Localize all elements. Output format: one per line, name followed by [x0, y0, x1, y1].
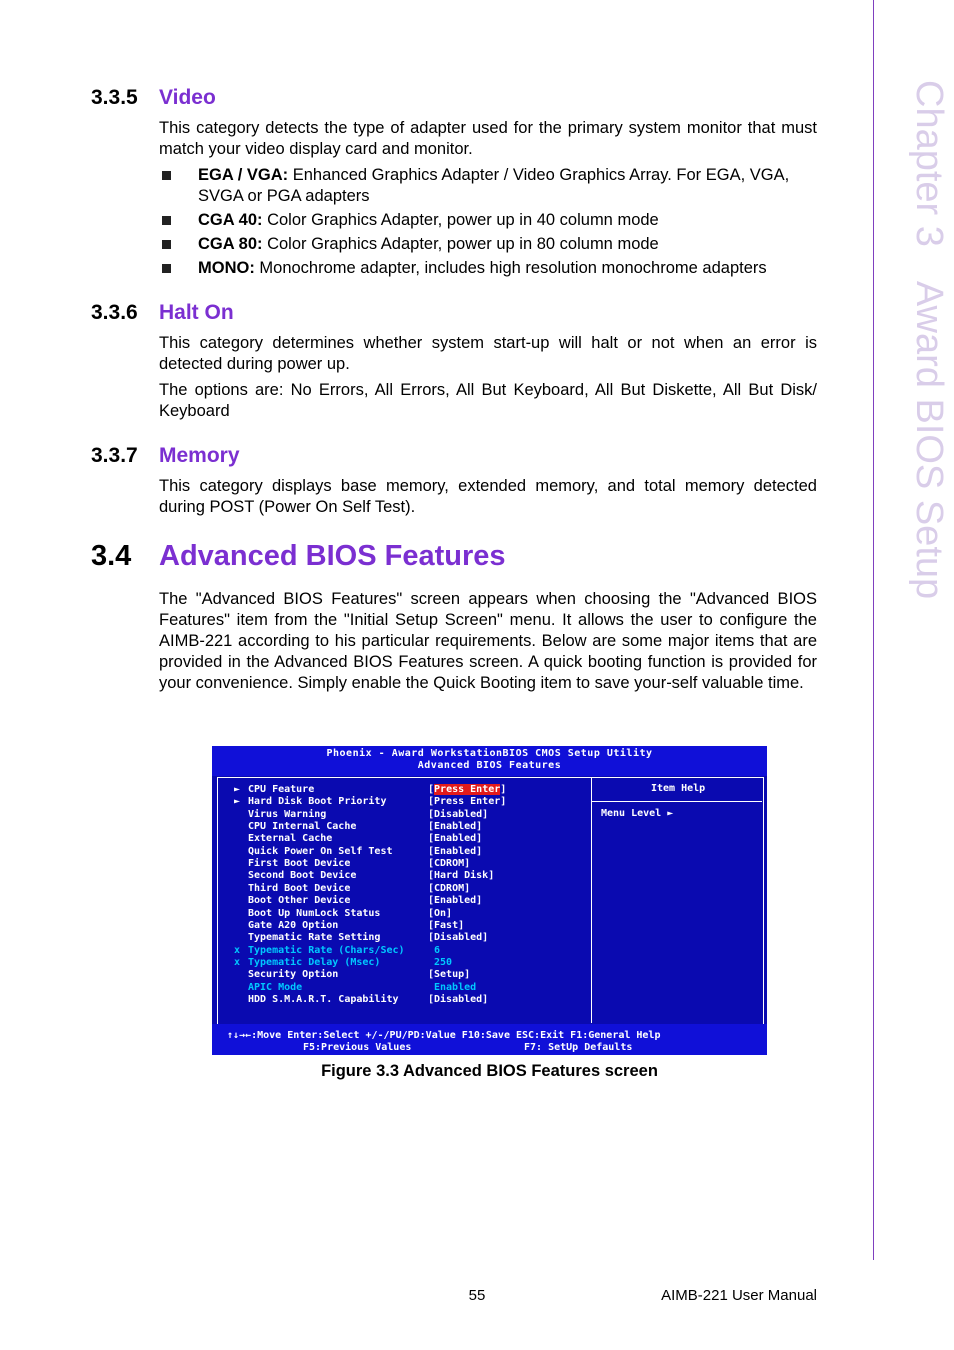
setting-label: Third Boot Device — [248, 882, 351, 894]
section-title: Video — [159, 86, 216, 109]
setting-label: Boot Other Device — [248, 895, 351, 907]
setting-label: Virus Warning — [248, 808, 327, 820]
halt-on-options: The options are: No Errors, All Errors, All But Keyboard, All But Diskette, All But Disk/ Keyboard — [159, 381, 817, 420]
list-item — [159, 258, 817, 279]
option-desc: Monochrome adapter, includes high resolution monochrome adapters — [254, 259, 767, 277]
key-legend-setup-defaults: F7: SetUp Defaults — [524, 1042, 633, 1053]
page-number: 55 — [468, 1287, 486, 1304]
section-heading-video — [91, 86, 216, 110]
setting-label: Security Option — [248, 969, 339, 981]
row-marker: x — [234, 956, 241, 968]
setting-value[interactable]: [Enabled] — [428, 845, 483, 857]
option-term: CGA 40: — [198, 211, 263, 229]
bios-menu-level: Menu Level ► — [601, 808, 674, 819]
submenu-arrow-icon: ► — [234, 784, 241, 795]
bios-help-header — [591, 777, 762, 802]
key-legend-previous-values: F5:Previous Values — [303, 1042, 412, 1053]
halt-on-description: This category determines whether system start-up will halt or not when an error is detected during power up. — [159, 334, 817, 373]
setting-label: HDD S.M.A.R.T. Capability — [248, 993, 399, 1005]
section-number: 3.3.7 — [91, 444, 138, 467]
manual-name: AIMB-221 User Manual — [661, 1287, 817, 1304]
bios-title-page: Advanced BIOS Features — [417, 760, 562, 771]
setting-label: APIC Mode — [248, 981, 303, 993]
bracket: [ — [428, 784, 435, 795]
setting-label: Hard Disk Boot Priority — [248, 796, 387, 808]
list-item — [159, 234, 817, 255]
setting-label: CPU Internal Cache — [248, 821, 357, 833]
selected-value-highlight[interactable]: Press Enter — [434, 784, 501, 795]
chapter-side-tab — [890, 80, 950, 600]
setting-value[interactable]: [Enabled] — [428, 895, 483, 907]
setting-value[interactable]: [CDROM] — [428, 882, 471, 894]
section-number: 3.3.6 — [91, 301, 138, 324]
video-description: This category detects the type of adapter used for the primary system monitor that must match your video display card and monitor. — [159, 119, 817, 158]
setting-label: Quick Power On Self Test — [248, 845, 393, 857]
section-number: 3.4 — [91, 540, 132, 572]
option-term: EGA / VGA: — [198, 166, 289, 184]
setting-value[interactable]: [Fast] — [428, 919, 465, 931]
bullet-square-icon — [162, 216, 171, 225]
bios-key-legend — [212, 1024, 767, 1055]
chapter-heading-advanced-bios — [91, 540, 506, 573]
bios-title-bar — [212, 746, 767, 776]
list-item — [159, 210, 817, 231]
setting-value[interactable] — [428, 784, 506, 796]
setting-label: CPU Feature — [248, 784, 315, 795]
bios-screen — [212, 746, 767, 1055]
setting-label: First Boot Device — [248, 858, 351, 870]
option-desc: Color Graphics Adapter, power up in 80 column mode — [262, 235, 659, 253]
section-number: 3.3.5 — [91, 86, 138, 109]
bullet-square-icon — [162, 240, 171, 249]
bullet-square-icon — [162, 171, 171, 180]
figure-caption: Figure 3.3 Advanced BIOS Features screen — [321, 1062, 658, 1080]
bios-title-utility: Phoenix - Award WorkstationBIOS CMOS Setup Utility — [326, 748, 653, 759]
advanced-bios-description: The "Advanced BIOS Features" screen appears when choosing the "Advanced BIOS Features" item from the "Initial Setup Screen" menu. It allows the user to configure the AIMB-221 according to his particular requirements. Below are some major items that are provided in the Advanced BIOS Features screen. A quick booting function is provided for your convenience. Simply enable the Quick Booting item to save your-self valuable time. — [159, 590, 817, 692]
side-tab-title: Award BIOS Setup — [908, 280, 950, 600]
setting-value: 250 — [434, 956, 453, 968]
setting-label: Gate A20 Option — [248, 919, 339, 931]
setting-value[interactable]: [Enabled] — [428, 821, 483, 833]
option-desc: Enhanced Graphics Adapter / Video Graphics Array. For EGA, VGA, SVGA or PGA adapters — [198, 166, 790, 205]
help-title: Item Help — [651, 783, 706, 794]
option-desc: Color Graphics Adapter, power up in 40 column mode — [262, 211, 659, 229]
setting-value[interactable]: [Disabled] — [428, 993, 489, 1005]
setting-value[interactable]: [Disabled] — [428, 932, 489, 944]
setting-label: Second Boot Device — [248, 870, 357, 882]
section-title: Memory — [159, 444, 240, 467]
setting-value[interactable]: [Enabled] — [428, 833, 483, 845]
memory-description: This category displays base memory, extended memory, and total memory detected during POST (Power On Self Test). — [159, 477, 817, 516]
setting-value: Enabled — [434, 981, 477, 993]
list-item — [159, 165, 817, 207]
option-term: CGA 80: — [198, 235, 263, 253]
submenu-arrow-icon: ► — [234, 796, 241, 808]
section-heading-halt-on — [91, 301, 234, 325]
setting-value: 6 — [434, 944, 441, 956]
section-heading-memory — [91, 444, 240, 468]
row-marker: x — [234, 944, 241, 956]
setting-value[interactable]: [CDROM] — [428, 858, 471, 870]
setting-label: Typematic Rate Setting — [248, 932, 381, 944]
option-term: MONO: — [198, 259, 255, 277]
side-tab-chapter: Chapter 3 — [908, 80, 950, 247]
chapter-divider-line — [873, 0, 874, 1260]
setting-label: Typematic Rate (Chars/Sec) — [248, 944, 405, 956]
section-title: Halt On — [159, 301, 234, 324]
setting-value[interactable]: [On] — [428, 907, 453, 919]
setting-label: Typematic Delay (Msec) — [248, 956, 381, 968]
setting-value[interactable]: [Press Enter] — [428, 796, 507, 808]
bullet-square-icon — [162, 264, 171, 273]
setting-value[interactable]: [Hard Disk] — [428, 870, 495, 882]
video-options-list — [159, 165, 817, 282]
setting-label: External Cache — [248, 833, 333, 845]
bracket: ] — [500, 784, 507, 795]
section-title: Advanced BIOS Features — [159, 540, 506, 572]
key-legend-line: ↑↓→←:Move Enter:Select +/-/PU/PD:Value F10:Save ESC:Exit F1:General Help — [227, 1030, 661, 1041]
setting-label: Boot Up NumLock Status — [248, 907, 381, 919]
setting-value[interactable]: [Disabled] — [428, 808, 489, 820]
setting-value[interactable]: [Setup] — [428, 969, 471, 981]
